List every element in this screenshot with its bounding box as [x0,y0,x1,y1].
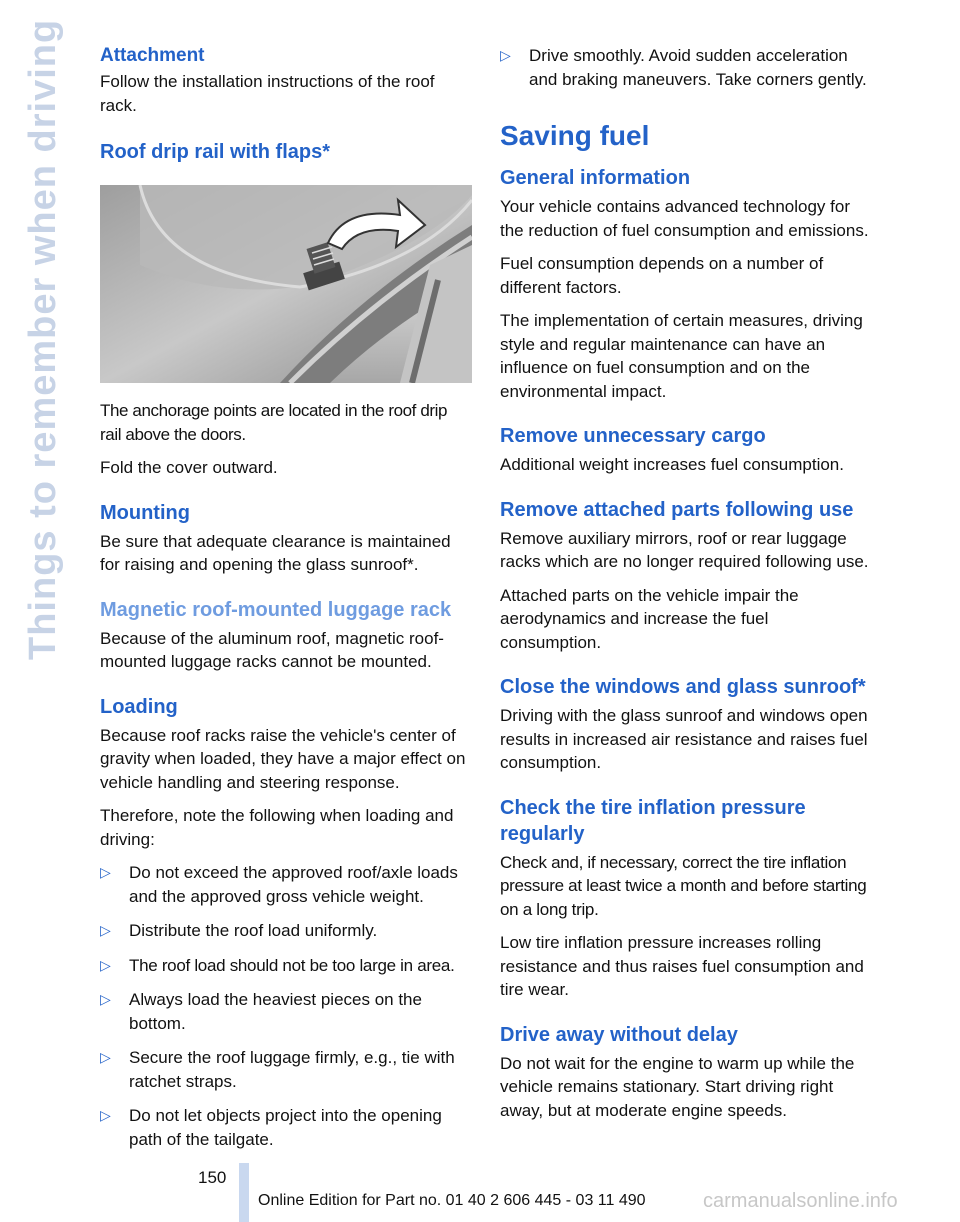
tire-text-2: Low tire inflation pressure increases rolling resistance and thus raises fuel consumption and tire wear. [500,933,864,999]
triangle-bullet-icon: ▷ [100,956,111,973]
online-edition-text: Online Edition for Part no. 01 40 2 606 445 - 03 11 490 [258,1192,646,1209]
triangle-bullet-icon: ▷ [100,1049,111,1065]
fold-text: Fold the cover outward. [100,458,278,477]
attached-text-2: Attached parts on the vehicle impair the aerodynamics and increase the fuel consumption. [500,585,799,652]
side-tab [18,18,68,680]
windows-heading: Close the windows and glass sunroof* [500,676,866,698]
magnetic-rack-heading: Magnetic roof-mounted luggage rack [100,598,452,621]
triangle-bullet-icon: ▷ [500,47,511,63]
page-number: 150 [198,1168,227,1187]
general-text-1: Your vehicle contains advanced technology for the reduction of fuel consumption and emissions. [500,197,869,240]
general-info-heading: General information [500,167,691,189]
therefore-text: Therefore, note the following when loading and driving: [100,806,454,849]
attached-parts-heading: Remove attached parts following use [500,498,854,521]
list-item: ▷ Distribute the roof load uniformly. [100,919,472,943]
roof-drip-heading: Roof drip rail with flaps* [100,141,331,163]
drive-away-text: Do not wait for the engine to warm up while the vehicle remains stationary. Start driving right away, but at moderate engine speeds. [500,1053,855,1120]
attachment-text: Follow the installation instructions of the roof rack. [100,72,435,115]
attached-text-1: Remove auxiliary mirrors, roof or rear luggage racks which are no longer required following use. [500,528,869,571]
list-item: ▷ Secure the roof luggage firmly, e.g., tie with ratchet straps. [100,1048,455,1091]
watermark: carmanualsonline.info [703,1190,898,1212]
saving-fuel-heading: Saving fuel [500,120,650,151]
mounting-text: Be sure that adequate clearance is maintained for raising and opening the glass sunroof*. [100,531,451,574]
right-column [500,44,872,1132]
list-item: ▷ Always load the heaviest pieces on the bottom. [100,990,422,1033]
anchorage-text: The anchorage points are located in the roof drip rail above the doors. [100,401,448,444]
drive-away-heading: Drive away without delay [500,1023,738,1046]
general-text-2: Fuel consumption depends on a number of different factors. [500,254,824,297]
footer-bar [239,1163,249,1222]
left-column [100,44,472,1162]
side-tab-label: Things to remember when driving [22,18,64,660]
list-item: ▷ Do not exceed the approved roof/axle loads and the approved gross vehicle weight. [100,863,458,906]
driving-bullet-list [500,44,872,91]
tire-pressure-heading: Check the tire inflation pressure regularly [500,796,806,845]
loading-text: Because roof racks raise the vehicle's center of gravity when loaded, they have a major effect on vehicle handling and steering response. [100,725,466,792]
triangle-bullet-icon: ▷ [100,922,111,938]
general-text-3: The implementation of certain measures, driving style and regular maintenance can have an influence on fuel consumption and on the environmental impact. [500,311,863,401]
roof-drip-rail-photo [100,185,472,383]
triangle-bullet-icon: ▷ [100,864,111,880]
magnetic-rack-text: Because of the aluminum roof, magnetic roof-mounted luggage racks cannot be mounted. [100,628,444,671]
triangle-bullet-icon: ▷ [100,1107,111,1123]
windows-text: Driving with the glass sunroof and windows open results in increased air resistance and raises fuel consumption. [500,706,868,772]
tire-text-1: Check and, if necessary, correct the tire inflation pressure at least twice a month and before starting on a long trip. [500,852,867,919]
triangle-bullet-icon: ▷ [100,991,111,1007]
list-item: ▷ The roof load should not be too large in area. [100,954,472,978]
mounting-heading: Mounting [100,501,190,524]
cargo-text: Additional weight increases fuel consumption. [500,455,844,474]
list-item: ▷ Drive smoothly. Avoid sudden acceleration and braking maneuvers. Take corners gently. [500,46,867,89]
loading-bullet-list [100,861,472,1151]
list-item: ▷ Do not let objects project into the opening path of the tailgate. [100,1106,442,1149]
loading-heading: Loading [100,695,178,718]
attachment-heading: Attachment [100,45,205,66]
cargo-heading: Remove unnecessary cargo [500,425,766,447]
